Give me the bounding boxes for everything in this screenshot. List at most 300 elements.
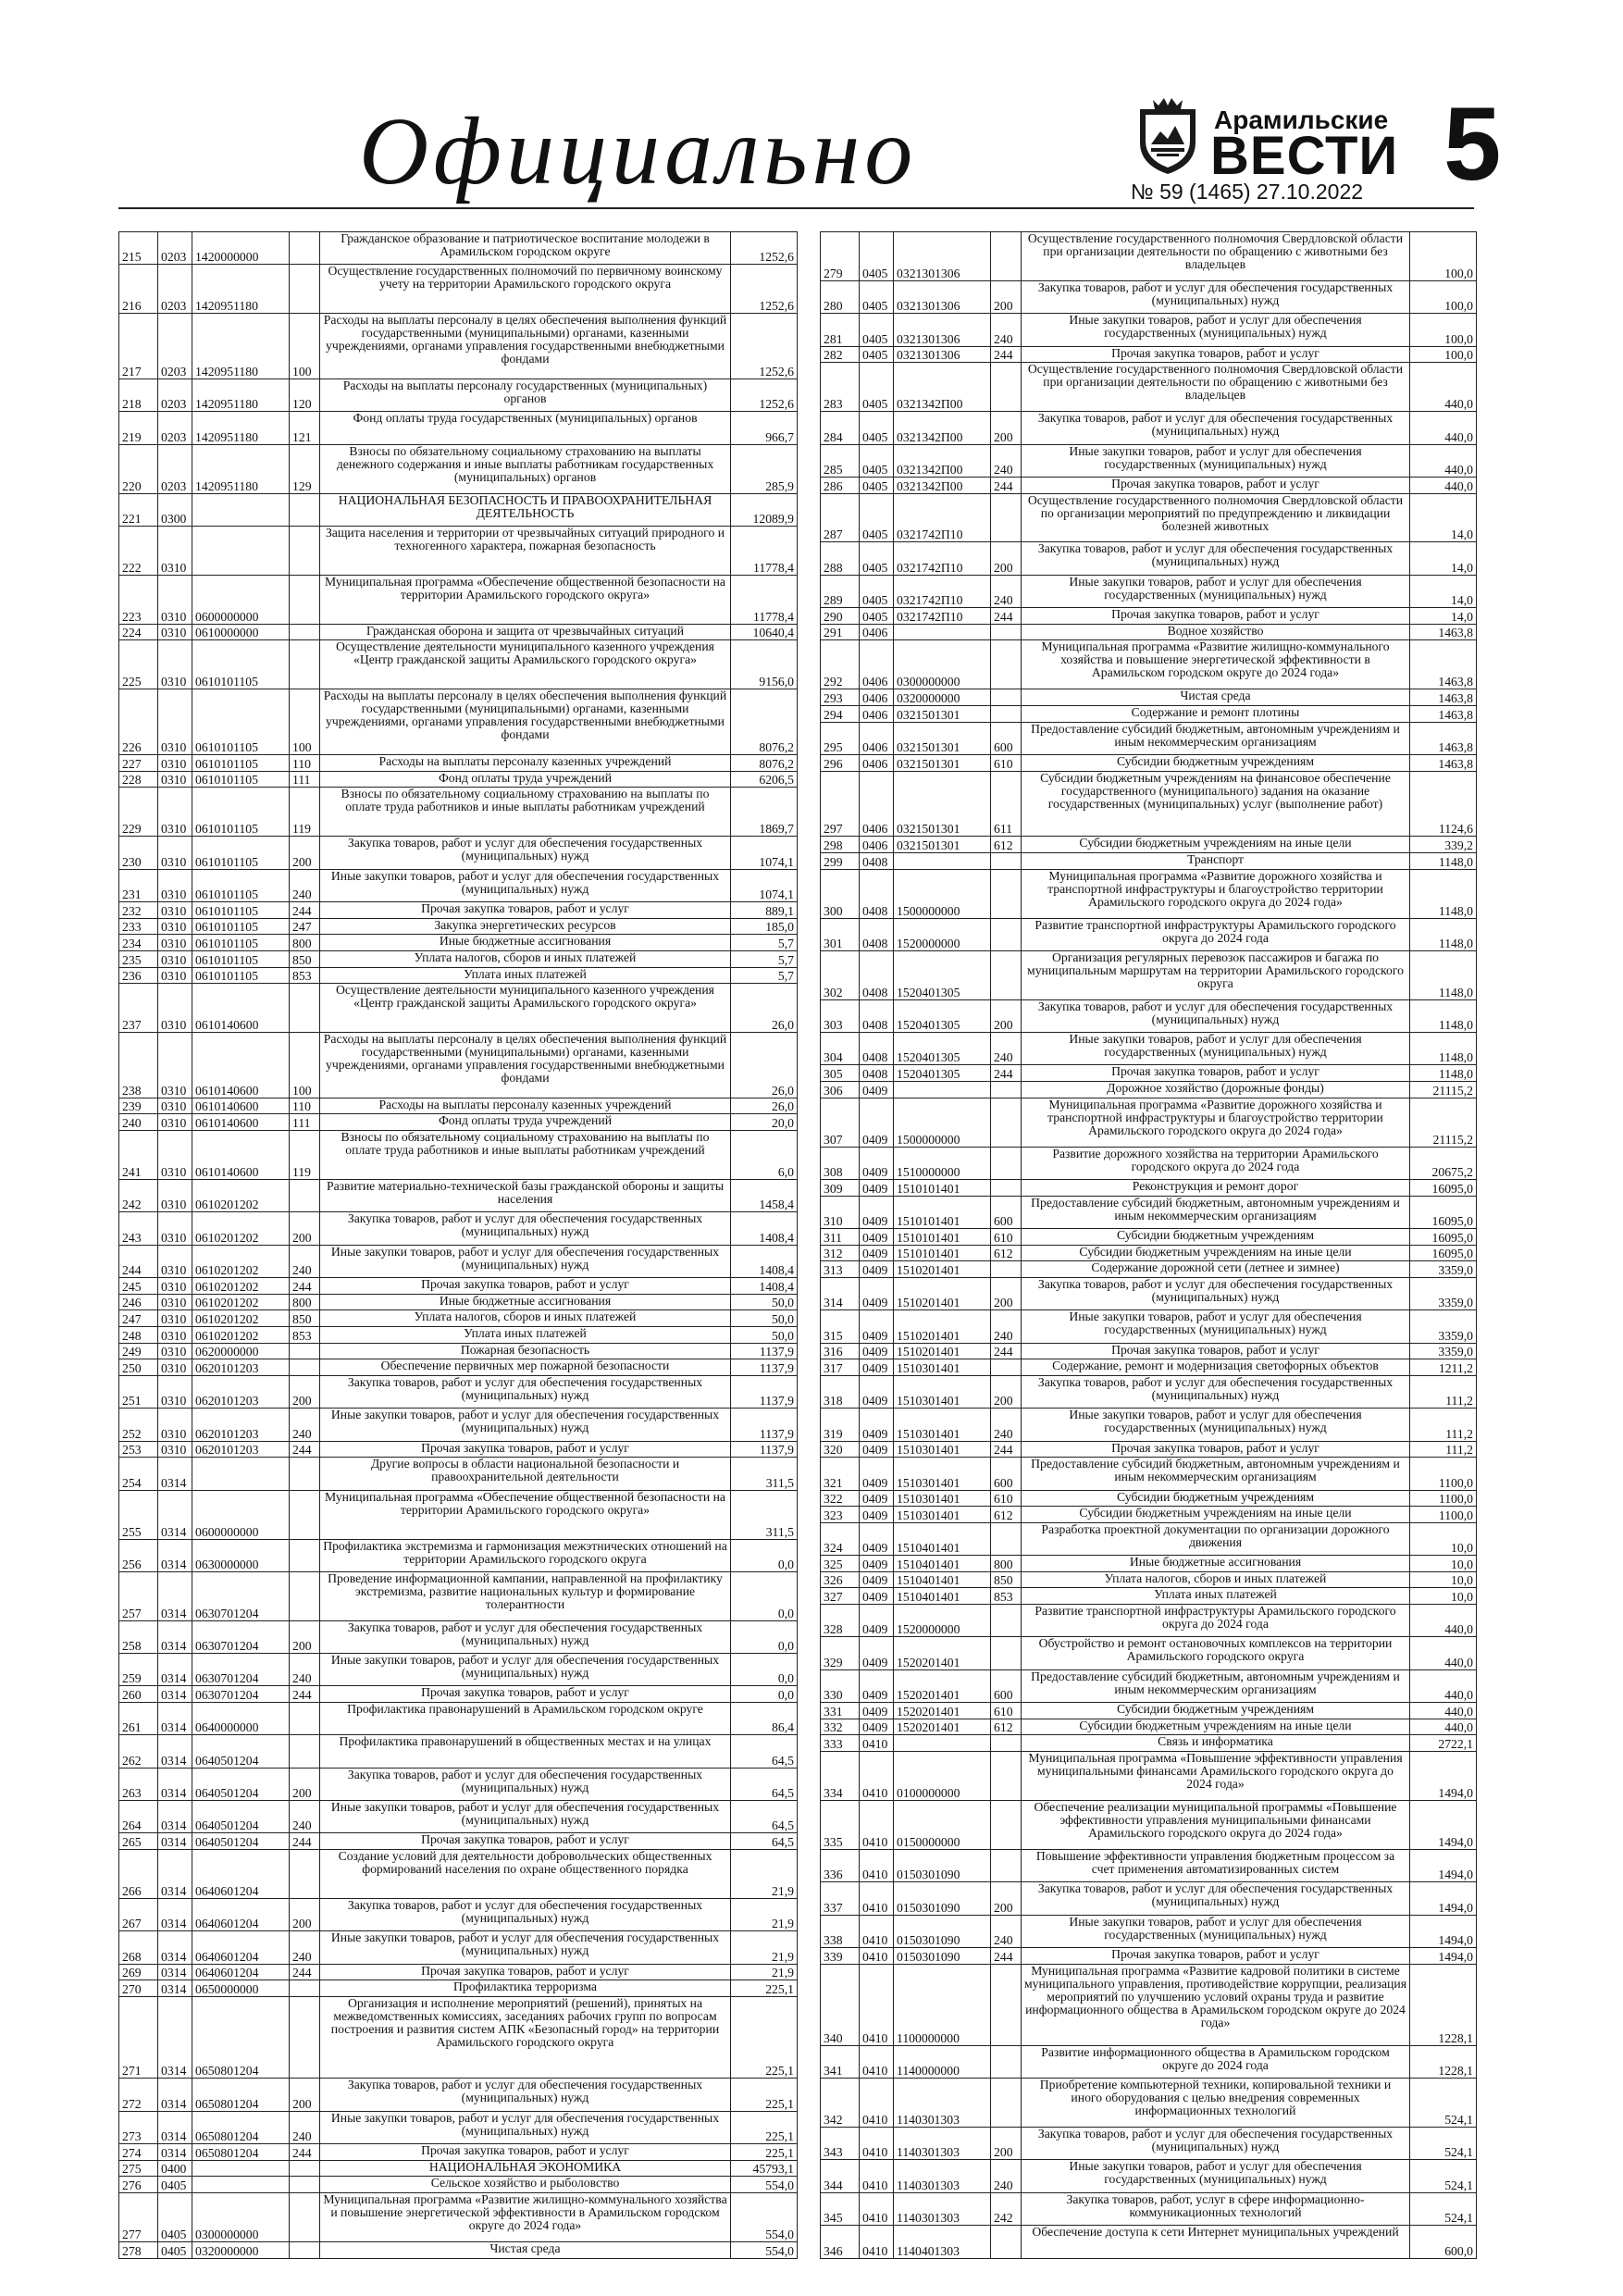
amount: 524,1 bbox=[1444, 2113, 1473, 2128]
target-code: 0610101105 bbox=[195, 773, 258, 788]
expense-type-code-cell bbox=[991, 1556, 1022, 1571]
amount: 600,0 bbox=[1444, 2244, 1473, 2259]
amount-cell bbox=[731, 1491, 797, 1539]
amount: 21,9 bbox=[772, 1949, 794, 1964]
amount: 225,1 bbox=[765, 2064, 794, 2079]
expense-type-code-cell bbox=[991, 445, 1022, 477]
item-name: Осуществление государственного полномочия Свердловской области при организации деятельности по обращению с животными без владельцев bbox=[1027, 363, 1404, 403]
amount: 3359,0 bbox=[1438, 1328, 1473, 1343]
target-code: 1510201401 bbox=[897, 1263, 960, 1278]
expense-type-code-cell bbox=[991, 1588, 1022, 1604]
target-code: 1520201401 bbox=[897, 1720, 960, 1735]
amount-cell bbox=[1410, 576, 1476, 607]
amount-cell bbox=[731, 2193, 797, 2241]
amount: 1463,8 bbox=[1438, 740, 1473, 754]
target-code-cell bbox=[894, 478, 991, 493]
row-number: 316 bbox=[824, 1345, 843, 1359]
row-number-cell bbox=[119, 1458, 158, 1489]
item-name-cell bbox=[320, 1703, 731, 1734]
expense-type-code: 240 bbox=[994, 1426, 1013, 1441]
section-code: 0310 bbox=[161, 936, 187, 950]
item-name: Уплата иных платежей bbox=[464, 967, 587, 981]
section-code: 0310 bbox=[161, 1165, 187, 1180]
item-name-cell bbox=[1022, 2128, 1410, 2159]
row-number: 254 bbox=[122, 1475, 142, 1490]
amount-cell bbox=[1410, 1948, 1476, 1964]
target-code-cell bbox=[894, 1752, 991, 1800]
amount-cell bbox=[1410, 1458, 1476, 1489]
item-name-cell bbox=[1022, 837, 1410, 852]
row-number-cell bbox=[821, 412, 860, 443]
amount-cell bbox=[731, 1980, 797, 1996]
expense-type-code-cell bbox=[991, 772, 1022, 837]
expense-type-code-cell bbox=[991, 1098, 1022, 1147]
expense-type-code: 244 bbox=[994, 609, 1013, 624]
item-name: НАЦИОНАЛЬНАЯ БЕЗОПАСНОСТЬ И ПРАВООХРАНИТЕЛЬНАЯ ДЕЯТЕЛЬНОСТЬ bbox=[338, 493, 712, 520]
section-code: 0409 bbox=[862, 1132, 888, 1147]
item-name-cell bbox=[320, 2112, 731, 2143]
item-name-cell bbox=[320, 379, 731, 411]
row-number-cell bbox=[821, 1670, 860, 1702]
item-name: Обеспечение первичных мер пожарной безопасности bbox=[380, 1359, 670, 1373]
target-code-cell bbox=[192, 1131, 290, 1179]
target-code-cell bbox=[894, 1246, 991, 1261]
row-number-cell bbox=[119, 2242, 158, 2259]
row-number-cell bbox=[821, 1458, 860, 1489]
table-row bbox=[821, 2046, 1476, 2079]
expense-type-code: 120 bbox=[292, 397, 312, 412]
row-number-cell bbox=[821, 755, 860, 771]
table-row bbox=[119, 1654, 797, 1686]
target-code-cell bbox=[192, 1735, 290, 1767]
expense-type-code: 200 bbox=[292, 1639, 312, 1654]
expense-type-code-cell bbox=[991, 1735, 1022, 1751]
expense-type-code-cell bbox=[290, 1899, 320, 1930]
target-code-cell bbox=[894, 1916, 991, 1947]
item-name-cell bbox=[320, 1344, 731, 1359]
row-number-cell bbox=[821, 478, 860, 493]
expense-type-code: 100 bbox=[292, 740, 312, 755]
item-name: Субсидии бюджетным учреждениям на иные цели bbox=[1079, 1507, 1352, 1520]
row-number-cell bbox=[821, 689, 860, 705]
table-row bbox=[119, 1278, 797, 1295]
target-code-cell bbox=[894, 412, 991, 443]
target-code: 0610201202 bbox=[195, 1296, 259, 1310]
item-name: Предоставление субсидий бюджетным, автономным учреждениям и иным некоммерческим организациям bbox=[1031, 1669, 1400, 1696]
target-code-cell bbox=[192, 1899, 290, 1930]
section-code-cell bbox=[860, 1442, 894, 1458]
item-name-cell bbox=[1022, 1916, 1410, 1947]
section-code: 0405 bbox=[862, 593, 888, 608]
target-code: 1520201401 bbox=[897, 1688, 960, 1703]
target-code: 0321501301 bbox=[897, 707, 960, 722]
item-name-cell bbox=[320, 2177, 731, 2192]
section-code: 0409 bbox=[862, 1083, 888, 1098]
target-code-cell bbox=[894, 755, 991, 771]
section-code-cell bbox=[860, 1376, 894, 1408]
section-code: 0410 bbox=[862, 2113, 888, 2128]
item-name-cell bbox=[320, 1654, 731, 1685]
amount: 20,0 bbox=[772, 1116, 794, 1131]
amount: 21,9 bbox=[772, 1917, 794, 1931]
expense-type-code-cell bbox=[991, 2193, 1022, 2225]
amount-cell bbox=[1410, 1376, 1476, 1408]
table-row bbox=[119, 527, 797, 576]
table-row bbox=[821, 412, 1476, 444]
expense-type-code-cell bbox=[991, 1310, 1022, 1342]
row-number-cell bbox=[119, 1769, 158, 1800]
row-number-cell bbox=[821, 314, 860, 345]
table-row bbox=[821, 1605, 1476, 1637]
amount-cell bbox=[731, 1654, 797, 1685]
table-row bbox=[821, 1491, 1476, 1508]
section-code: 0409 bbox=[862, 1557, 888, 1571]
item-name-cell bbox=[1022, 1000, 1410, 1032]
item-name-cell bbox=[1022, 1948, 1410, 1964]
item-name-cell bbox=[320, 1769, 731, 1800]
section-code-cell bbox=[860, 1065, 894, 1081]
amount-cell bbox=[1410, 1719, 1476, 1735]
target-code-cell bbox=[894, 1523, 991, 1555]
target-code: 0300000000 bbox=[897, 675, 960, 689]
expense-type-code-cell bbox=[991, 1491, 1022, 1507]
target-code-cell bbox=[894, 1965, 991, 2045]
expense-type-code-cell bbox=[290, 1833, 320, 1849]
item-name: Прочая закупка товаров, работ и услуг bbox=[1111, 346, 1319, 360]
item-name-cell bbox=[1022, 232, 1410, 280]
section-code-cell bbox=[158, 1310, 192, 1326]
section-code-cell bbox=[158, 1376, 192, 1408]
target-code-cell bbox=[192, 837, 290, 868]
target-code: 1520401305 bbox=[897, 1050, 960, 1065]
target-code: 1510301401 bbox=[897, 1443, 960, 1458]
amount-cell bbox=[731, 1686, 797, 1702]
amount-cell bbox=[1410, 1000, 1476, 1032]
amount-cell bbox=[731, 1850, 797, 1898]
item-name: Закупка товаров, работ и услуг для обеспечения государственных (муниципальных) нужд bbox=[1037, 1882, 1394, 1909]
target-code: 0321342П00 bbox=[897, 478, 963, 493]
section-code: 0314 bbox=[161, 1688, 187, 1703]
row-number: 234 bbox=[122, 936, 142, 950]
item-name: Фонд оплаты труда государственных (муниципальных) органов bbox=[353, 412, 698, 426]
item-name-cell bbox=[1022, 576, 1410, 607]
target-code: 1420951180 bbox=[195, 364, 258, 379]
target-code: 1510301401 bbox=[897, 1426, 960, 1441]
target-code: 0620101203 bbox=[195, 1360, 259, 1375]
expense-type-code: 612 bbox=[994, 1508, 1013, 1522]
amount-cell bbox=[1410, 1359, 1476, 1375]
row-number: 258 bbox=[122, 1639, 142, 1654]
section-code-cell bbox=[860, 1735, 894, 1751]
expense-type-code-cell bbox=[991, 853, 1022, 869]
row-number-cell bbox=[119, 1801, 158, 1832]
expense-type-code-cell bbox=[991, 1850, 1022, 1881]
target-code-cell bbox=[192, 2079, 290, 2110]
amount: 524,1 bbox=[1444, 2211, 1473, 2226]
item-name: Закупка товаров, работ и услуг для обеспечения государственных (муниципальных) нужд bbox=[1037, 280, 1394, 307]
section-code-cell bbox=[158, 1033, 192, 1098]
section-code-cell bbox=[158, 1654, 192, 1685]
amount-cell bbox=[1410, 640, 1476, 689]
row-number: 221 bbox=[122, 511, 142, 526]
expense-type-code-cell bbox=[991, 1572, 1022, 1588]
section-code: 0203 bbox=[161, 299, 187, 314]
amount-cell bbox=[1410, 1507, 1476, 1522]
row-number-cell bbox=[119, 935, 158, 950]
table-row bbox=[821, 1098, 1476, 1148]
table-row bbox=[821, 1801, 1476, 1850]
row-number-cell bbox=[821, 1376, 860, 1408]
item-name-cell bbox=[1022, 755, 1410, 771]
amount-cell bbox=[1410, 542, 1476, 574]
section-code-cell bbox=[860, 2226, 894, 2258]
table-row bbox=[821, 1180, 1476, 1197]
amount-cell bbox=[1410, 1703, 1476, 1719]
target-code: 1510101401 bbox=[897, 1230, 960, 1245]
section-code: 0409 bbox=[862, 1214, 888, 1229]
item-name: Уплата иных платежей bbox=[1154, 1588, 1277, 1602]
item-name-cell bbox=[320, 1359, 731, 1375]
row-number: 237 bbox=[122, 1018, 142, 1033]
section-code: 0310 bbox=[161, 1426, 187, 1441]
item-name: Развитие материально-технической базы гражданской обороны и защиты населения bbox=[326, 1180, 725, 1207]
item-name: Закупка товаров, работ и услуг для обеспечения государственных (муниципальных) нужд bbox=[1037, 542, 1394, 569]
item-name-cell bbox=[320, 968, 731, 984]
target-code: 0640601204 bbox=[195, 1917, 259, 1931]
amount-cell bbox=[731, 935, 797, 950]
item-name-cell bbox=[1022, 1098, 1410, 1147]
section-code: 0300 bbox=[161, 511, 187, 526]
table-row bbox=[821, 1703, 1476, 1719]
item-name: Субсидии бюджетным учреждениям на финансовое обеспечение государственного (муниципального) задания на оказание государственных (муниципальных) услуг (выполнение работ) bbox=[1040, 771, 1391, 811]
table-row bbox=[821, 870, 1476, 919]
row-number: 302 bbox=[824, 985, 843, 999]
section-code-cell bbox=[158, 1246, 192, 1277]
target-code-cell bbox=[192, 527, 290, 575]
section-code: 0409 bbox=[862, 1622, 888, 1637]
expense-type-code-cell bbox=[991, 2128, 1022, 2159]
row-number-cell bbox=[821, 625, 860, 640]
item-name-cell bbox=[320, 1033, 731, 1098]
row-number-cell bbox=[119, 1703, 158, 1734]
row-number: 346 bbox=[824, 2244, 843, 2259]
amount: 8076,2 bbox=[759, 756, 794, 771]
expense-type-code-cell bbox=[290, 1310, 320, 1326]
row-number: 334 bbox=[824, 1786, 843, 1801]
expense-type-code-cell bbox=[290, 2193, 320, 2241]
item-name: Обеспечение доступа к сети Интернет муниципальных учреждений bbox=[1032, 2226, 1399, 2240]
row-number: 271 bbox=[122, 2064, 142, 2079]
target-code-cell bbox=[192, 232, 290, 264]
amount-cell bbox=[1410, 1637, 1476, 1669]
item-name: Иные закупки товаров, работ и услуг для обеспечения государственных (муниципальных) нужд bbox=[330, 869, 720, 896]
row-number-cell bbox=[821, 2046, 860, 2078]
item-name: Закупка товаров, работ и услуг для обеспечения государственных (муниципальных) нужд bbox=[347, 1212, 703, 1239]
row-number-cell bbox=[119, 1359, 158, 1375]
row-number: 329 bbox=[824, 1655, 843, 1669]
amount: 1252,6 bbox=[759, 299, 794, 314]
target-code: 0620101203 bbox=[195, 1443, 259, 1458]
row-number-cell bbox=[821, 951, 860, 999]
table-row bbox=[119, 2112, 797, 2144]
expense-type-code: 244 bbox=[994, 348, 1013, 363]
item-name: Проведение информационной кампании, направленной на профилактику экстремизма, развитие национальных культур и формирование толерантности bbox=[328, 1571, 723, 1611]
amount: 21115,2 bbox=[1432, 1083, 1473, 1098]
expense-type-code: 242 bbox=[994, 2211, 1013, 2226]
section-code: 0400 bbox=[161, 2162, 187, 2177]
expense-type-code-cell bbox=[991, 837, 1022, 852]
row-number-cell bbox=[119, 772, 158, 788]
table-row bbox=[821, 2128, 1476, 2160]
item-name-cell bbox=[320, 1686, 731, 1702]
amount: 16095,0 bbox=[1431, 1181, 1473, 1196]
table-row bbox=[119, 1980, 797, 1997]
section-code: 0310 bbox=[161, 609, 187, 624]
section-code: 0409 bbox=[862, 1443, 888, 1458]
table-row bbox=[821, 1948, 1476, 1965]
section-code-cell bbox=[860, 412, 894, 443]
row-number-cell bbox=[821, 1310, 860, 1342]
amount-cell bbox=[731, 625, 797, 640]
amount: 440,0 bbox=[1444, 478, 1473, 493]
target-code-cell bbox=[894, 2046, 991, 2078]
section-code: 0310 bbox=[161, 952, 187, 967]
row-number-cell bbox=[821, 2160, 860, 2191]
expense-type-code: 600 bbox=[994, 1214, 1013, 1229]
section-code: 0310 bbox=[161, 1312, 187, 1327]
row-number: 320 bbox=[824, 1443, 843, 1458]
amount-cell bbox=[1410, 1148, 1476, 1179]
table-row bbox=[119, 772, 797, 788]
section-code: 0314 bbox=[161, 1753, 187, 1768]
expense-type-code-cell bbox=[290, 1769, 320, 1800]
expense-type-code-cell bbox=[991, 478, 1022, 493]
section-code: 0410 bbox=[862, 2178, 888, 2192]
amount-cell bbox=[1410, 1098, 1476, 1147]
row-number-cell bbox=[821, 1965, 860, 2045]
item-name: Содержание, ремонт и модернизация светофорных объектов bbox=[1052, 1359, 1379, 1373]
row-number-cell bbox=[119, 2177, 158, 2192]
target-code-cell bbox=[192, 576, 290, 624]
row-number-cell bbox=[119, 445, 158, 493]
expense-type-code-cell bbox=[991, 1246, 1022, 1261]
section-code: 0314 bbox=[161, 1720, 187, 1735]
row-number-cell bbox=[821, 1180, 860, 1196]
target-code: 1520201401 bbox=[897, 1704, 960, 1719]
row-number-cell bbox=[821, 1442, 860, 1458]
target-code-cell bbox=[894, 1033, 991, 1064]
amount-cell bbox=[1410, 1588, 1476, 1604]
row-number-cell bbox=[119, 640, 158, 689]
expense-type-code: 612 bbox=[994, 838, 1013, 852]
item-name-cell bbox=[320, 625, 731, 640]
section-code: 0410 bbox=[862, 1737, 888, 1752]
amount: 889,1 bbox=[765, 903, 794, 918]
item-name: Сельское хозяйство и рыболовство bbox=[430, 2177, 620, 2191]
table-row bbox=[821, 1033, 1476, 1065]
target-code: 1510401401 bbox=[897, 1590, 960, 1605]
budget-table-left bbox=[118, 231, 798, 2259]
target-code: 1420951180 bbox=[195, 429, 258, 444]
row-number-cell bbox=[821, 494, 860, 542]
row-number: 335 bbox=[824, 1834, 843, 1849]
table-row bbox=[119, 1621, 797, 1654]
row-number: 244 bbox=[122, 1263, 142, 1278]
amount: 100,0 bbox=[1444, 299, 1473, 314]
item-name-cell bbox=[320, 1278, 731, 1294]
expense-type-code-cell bbox=[991, 870, 1022, 918]
item-name: Прочая закупка товаров, работ и услуг bbox=[1111, 1065, 1319, 1079]
expense-type-code-cell bbox=[290, 412, 320, 443]
item-name-cell bbox=[320, 527, 731, 575]
section-code: 0410 bbox=[862, 2064, 888, 2079]
table-row bbox=[119, 1769, 797, 1801]
amount-cell bbox=[731, 1540, 797, 1571]
table-row bbox=[119, 755, 797, 772]
expense-type-code: 244 bbox=[292, 1443, 312, 1458]
section-code: 0409 bbox=[862, 1181, 888, 1196]
item-name-cell bbox=[320, 445, 731, 493]
target-code-cell bbox=[192, 1769, 290, 1800]
amount: 10,0 bbox=[1451, 1590, 1473, 1605]
section-code-cell bbox=[860, 1246, 894, 1261]
row-number-cell bbox=[119, 2079, 158, 2110]
section-code-cell bbox=[158, 445, 192, 493]
target-code-cell bbox=[192, 772, 290, 788]
row-number: 328 bbox=[824, 1622, 843, 1637]
item-name: Расходы на выплаты персоналу в целях обеспечения выполнения функций государственными (муниципальными) органами, казенными учреждениями, органами управления государственными внебюджетными фондами bbox=[323, 314, 727, 366]
row-number-cell bbox=[821, 363, 860, 411]
target-code-cell bbox=[192, 689, 290, 754]
section-code: 0310 bbox=[161, 854, 187, 869]
section-code: 0310 bbox=[161, 920, 187, 935]
amount: 14,0 bbox=[1451, 609, 1473, 624]
expense-type-code: 240 bbox=[292, 2128, 312, 2143]
row-number-cell bbox=[119, 1850, 158, 1898]
row-number: 218 bbox=[122, 397, 142, 412]
item-name: Иные закупки товаров, работ и услуг для обеспечения государственных (муниципальных) нужд bbox=[1069, 1409, 1362, 1435]
section-code-cell bbox=[860, 1637, 894, 1669]
section-code-cell bbox=[158, 1686, 192, 1702]
item-name: Иные закупки товаров, работ и услуг для обеспечения государственных (муниципальных) нужд bbox=[1069, 314, 1362, 341]
expense-type-code-cell bbox=[290, 527, 320, 575]
target-code-cell bbox=[894, 1491, 991, 1507]
section-code-cell bbox=[158, 2242, 192, 2259]
section-code-cell bbox=[158, 2193, 192, 2241]
row-number-cell bbox=[821, 1278, 860, 1309]
row-number-cell bbox=[821, 1916, 860, 1947]
expense-type-code-cell bbox=[290, 689, 320, 754]
amount-cell bbox=[1410, 1605, 1476, 1636]
expense-type-code-cell bbox=[991, 1409, 1022, 1440]
item-name: Чистая среда bbox=[489, 2241, 561, 2255]
row-number: 238 bbox=[122, 1083, 142, 1098]
section-code-cell bbox=[860, 1572, 894, 1588]
target-code: 0640601204 bbox=[195, 1883, 259, 1898]
section-code-cell bbox=[158, 788, 192, 836]
amount: 1148,0 bbox=[1438, 1018, 1473, 1033]
table-row bbox=[119, 1997, 797, 2079]
amount-cell bbox=[731, 1769, 797, 1800]
target-code-cell bbox=[192, 1997, 290, 2078]
amount-cell bbox=[1410, 1033, 1476, 1064]
item-name-cell bbox=[1022, 2079, 1410, 2127]
item-name: Муниципальная программа «Обеспечение общественной безопасности на территории Арамильского городского округа» bbox=[324, 1490, 726, 1517]
row-number-cell bbox=[119, 1246, 158, 1277]
row-number: 291 bbox=[824, 626, 843, 640]
item-name: Пожарная безопасность bbox=[460, 1343, 590, 1357]
target-code: 0610000000 bbox=[195, 626, 259, 640]
